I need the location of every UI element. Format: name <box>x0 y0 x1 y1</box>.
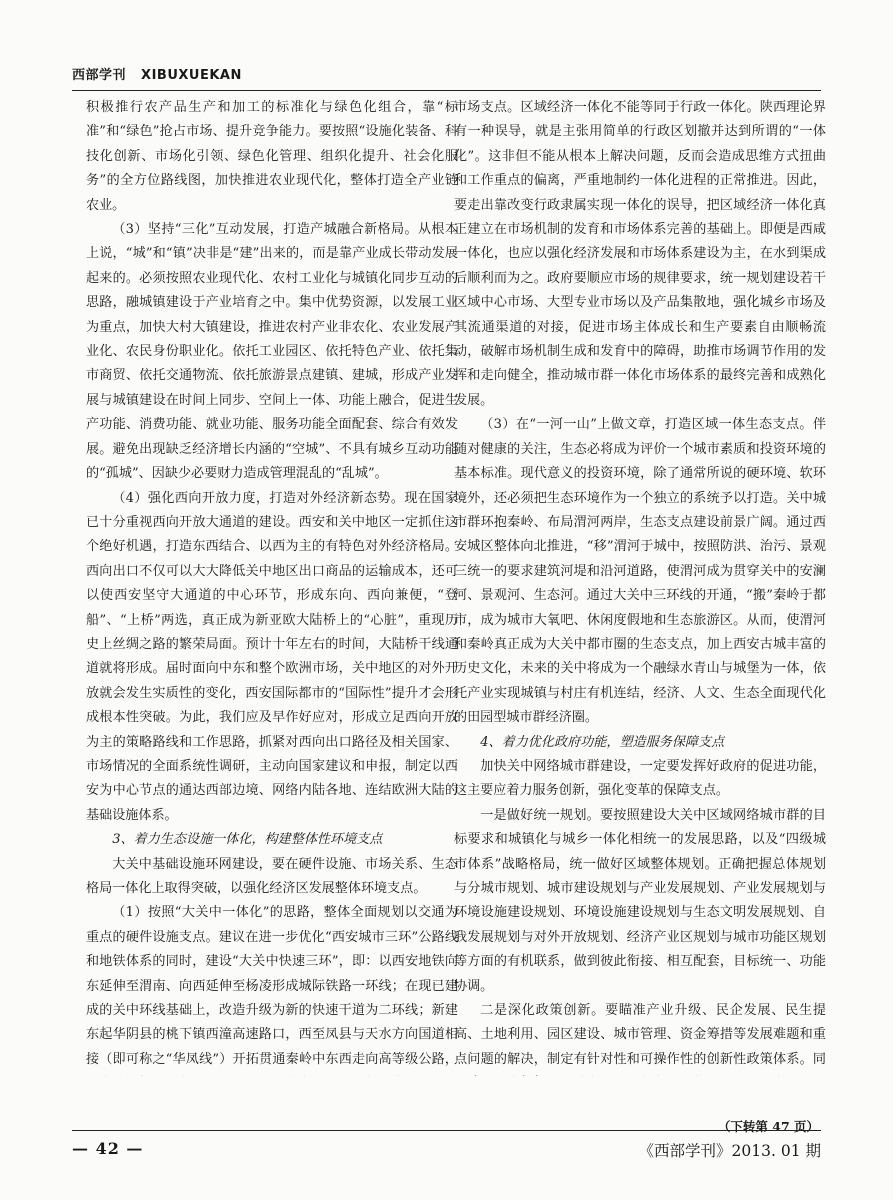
right-column <box>454 96 826 1076</box>
section-subheading: 4、着力优化政府功能，塑造服务保障支点 <box>480 734 725 750</box>
issue-label: 《西部学刊》2013. 01 期 <box>638 1142 821 1160</box>
paragraph: （4）强化西向开放力度，打造对外经济新态势。现在国家已十分重视西向开放大通道的建设。西安和关中地区一定抓住这个绝好机遇，打造东西结合、以西为主的有特色对外经济格局。西向出口不仅可以大大降低关中地区出口商品的运输成本，还可以使西安坚守大通道的中心环节，形成东向、西向兼便，“登船”、“上桥”两选，真正成为新亚欧大陆桥上的“心脏”，重现历史上丝绸之路的繁荣局面。预计十年左右的时间，大陆桥干线通道就将形成。届时面向中东和整个欧洲市场，关中地区的对外开放就会发生实质性的变化，西安国际都市的“国际性”提升才会形成根本性突破。为此，我们应及早作好应对，形成立足西向开放为主的策略路线和工作思路，抓紧对西向出口路径及相关国家、市场情况的全面系统性调研，主动向国家建议和申报，制定以西安为中心节点的通达西部边境、网络内陆各地、连结欧洲大陆的基础设施体系。 <box>86 490 458 823</box>
page-footer <box>72 1130 821 1171</box>
paragraph: 二是深化政策创新。要瞄准产业升级、民企发展、民生提高、土地利用、园区建设、城市管理、资金筹措等发展难题和重点问题的解决，制定有针对性和可操作性的创新性政策体系。同 <box>454 1003 826 1067</box>
journal-title-en: XIBUXUEKAN <box>141 68 242 83</box>
left-column <box>86 96 458 1076</box>
paragraph: 一是做好统一规划。要按照建设大关中区域网络城市群的目标要求和城镇化与城乡一体化相统一的发展思路，以及“四级城市体系”战略格局，统一做好区域整体规划。正确把握总体规划与分城市规划、城市建设规划与产业发展规划、产业发展规划与环境设施建设规划、环境设施建设规划与生态文明发展规划、自我发展规划与对外开放规划、经济产业区规划与城市功能区规划等方面的有机联系，做到彼此衔接、相互配套，目标统一、功能协调。 <box>454 807 826 994</box>
paragraph: （3）在“一河一山”上做文章，打造区域一体生态支点。伴随对健康的关注，生态必将成为评价一个城市素质和投资环境的基本标准。现代意义的投资环境，除了通常所说的硬环境、软环境外，还必须把生态环境作为一个独立的系统予以打造。关中城市群环抱秦岭、布局渭河两岸，生态支点建设前景广阔。通过西安城区整体向北推进，“移”渭河于城中，按照防洪、治污、景观三统一的要求建筑河堤和沿河道路，使渭河成为贯穿关中的安澜河、景观河、生态河。通过大关中三环线的开通，“搬”秦岭于都市，成为城市大氧吧、休闲度假地和生态旅游区。从而，使渭河和秦岭真正成为大关中都市圈的生态支点，加上西安古城丰富的历史文化，未来的关中将成为一个融绿水青山与城堡为一体，依托产业实现城镇与村庄有机连结，经济、人文、生态全面现代化的田园型城市群经济圈。 <box>454 417 826 726</box>
paragraph: 大关中基础设施环网建设，要在硬件设施、市场关系、生态格局一体化上取得突破，以强化经济区发展整体环境支点。 <box>86 856 458 896</box>
running-header <box>72 64 821 91</box>
section-subheading: 3、着力生态设施一体化，构建整体性环境支点 <box>112 832 383 848</box>
paragraph: （3）坚持“三化”互动发展，打造产城融合新格局。从根本上说，“城”和“镇”决非是“建”出来的，而是靠产业成长带动发展起来的。必须按照农业现代化、农村工业化与城镇化同步互动的思路，融城镇建设于产业培育之中。集中优势资源，以发展工业为重点，加快大村大镇建设，推进农村产业非农化、农业发展产业化、农民身份职业化。依托工业园区、依托特色产业、依托集市商贸、依托交通物流、依托旅游景点建镇、建城，形成产业发展与城镇建设在时间上同步、空间上一体、功能上融合，促进生产功能、消费功能、就业功能、服务功能全面配套、综合有效发展。避免出现缺乏经济增长内涵的“空城”、不具有城乡互动功能的“孤城”、因缺少必要财力造成管理混乱的“乱城”。 <box>86 222 458 482</box>
continued-note: （下转第 47 页） <box>717 1119 819 1134</box>
journal-title-cn: 西部学刊 <box>72 68 127 83</box>
paragraph: （1）按照“大关中一体化”的思路，整体全面规划以交通为重点的硬件设施支点。建议在进一步优化“西安城市三环”公路线和地铁体系的同时，建设“大关中快速三环”，即：以西安地铁向东延伸至渭南、向西延伸至杨凌形成城际铁路一环线；在现已建成的关中环线基础上，改造升级为新的快速干道为二环线；新建东起华阴县的桃下镇西潼高速路口，西至凤县与天水方向国道相接（即可称之“华凤线”）开拓贯通秦岭中东西走向高等级公路， <box>86 905 458 1067</box>
paragraph: 市场支点。区域经济一体化不能等同于行政一体化。陕西理论界有一种误导，就是主张用简单的行政区划撤并达到所谓的“一体化”。这非但不能从根本上解决问题，反而会造成思维方式扭曲和工作重点的偏离，严重地制约一体化进程的正常推进。因此，要走出靠改变行政隶属实现一体化的误导，把区域经济一体化真正建立在市场机制的发育和市场体系完善的基础上。即便是西咸一体化，也应以强化经济发展和市场体系建设为主，在水到渠成后顺利而为之。政府要顺应市场的规律要求，统一规划建设若干区域中心市场、大型专业市场以及产品集散地，强化城乡市场及其流通渠道的对接，促进市场主体成长和生产要素自由顺畅流动，破解市场机制生成和发育中的障碍，助推市场调节作用的发挥和走向健全，推动城市群一体化市场体系的最终完善和成熟化发展。 <box>454 100 826 408</box>
paragraph: 加快关中网络城市群建设，一定要发挥好政府的促进功能，这主要应着力服务创新，强化变革的保障支点。 <box>454 758 826 799</box>
paragraph: 积极推行农产品生产和加工的标准化与绿色化组合，靠“标准”和“绿色”抢占市场、提升竞争能力。要按照“设施化装备、科技化创新、市场化引领、绿色化管理、组织化提升、社会化服务”的全方位路线图，加快推进农业现代化，整体打造全产业链农业。 <box>86 100 458 213</box>
page-number: — 42 — <box>72 1139 144 1158</box>
